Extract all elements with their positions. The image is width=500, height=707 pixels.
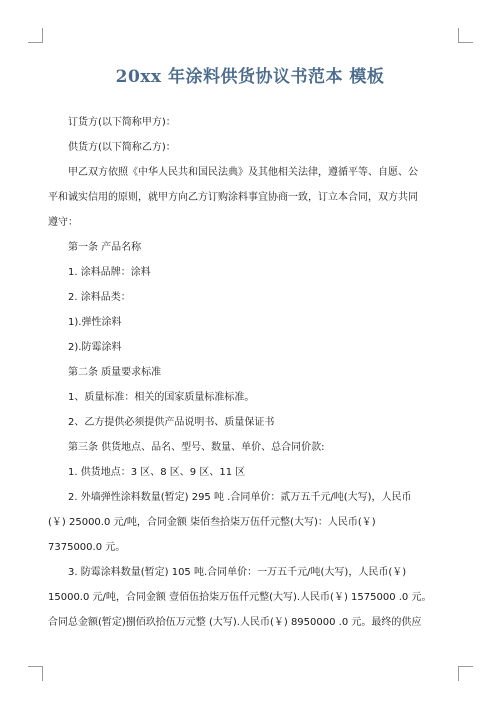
page-corner-mark-top-left [28, 28, 43, 43]
paragraph-line: 7375000.0 元。 [48, 542, 126, 553]
page-corner-mark-bottom-right [458, 666, 473, 681]
paragraph-line: 第一条 产品名称 [68, 242, 142, 253]
paragraph-line: 订货方(以下简称甲方)： [68, 117, 176, 128]
document-title: 20xx 年涂料供货协议书范本 模板 [115, 67, 385, 87]
paragraph-line: 2).防霉涂料 [68, 342, 122, 353]
paragraph-line: 合同总金额(暂定)捌佰玖拾伍万元整 (大写).人民币(￥) 8950000 .0 元。最终的供应 [48, 617, 422, 628]
paragraph-line: 第二条 质量要求标准 [68, 367, 162, 378]
paragraph-line: 遵守： [48, 217, 78, 228]
document-body [48, 110, 456, 635]
paragraph-line: 1. 供货地点：3 区、8 区、9 区、11 区 [68, 467, 246, 478]
paragraph-line: 2. 涂料品类： [68, 292, 131, 303]
paragraph-line: 2、乙方提供必须提供产品说明书、质量保证书 [68, 417, 275, 428]
page-corner-mark-top-right [458, 28, 473, 43]
paragraph-line: 供货方(以下简称乙方)： [68, 142, 176, 153]
paragraph-line: 2. 外墙弹性涂料数量(暂定) 295 吨 .合同单价：贰万五千元/吨(大写)，人民币 [68, 492, 412, 503]
paragraph-line: 1).弹性涂料 [68, 317, 122, 328]
paragraph-line: 第三条 供货地点、品名、型号、数量、单价、总合同价款: [68, 442, 325, 453]
page-corner-mark-bottom-left [28, 666, 43, 681]
paragraph-line: (￥) 25000.0 元/吨，合同金额 柒佰叁拾柒万伍仟元整(大写)：人民币(￥) [48, 517, 376, 528]
paragraph-line: 甲乙双方依照《中华人民共和国民法典》及其他相关法律，遵循平等、自愿、公 [68, 167, 418, 178]
paragraph-line: 15000.0 元/吨，合同金额 壹佰伍拾柒万伍仟元整(大写).人民币(￥) 1575000 .0 元。 [48, 592, 432, 603]
paragraph-line: 3. 防霉涂料数量(暂定) 105 吨.合同单价：一万五千元/吨(大写)，人民币(￥) [68, 567, 407, 578]
paragraph-line: 1、质量标准：相关的国家质量标准标准。 [68, 392, 255, 403]
paragraph-line: 1. 涂料品牌：涂料 [68, 267, 151, 278]
paragraph-line: 平和诚实信用的原则，就甲方向乙方订购涂料事宜协商一致，订立本合同，双方共同 [48, 192, 418, 203]
